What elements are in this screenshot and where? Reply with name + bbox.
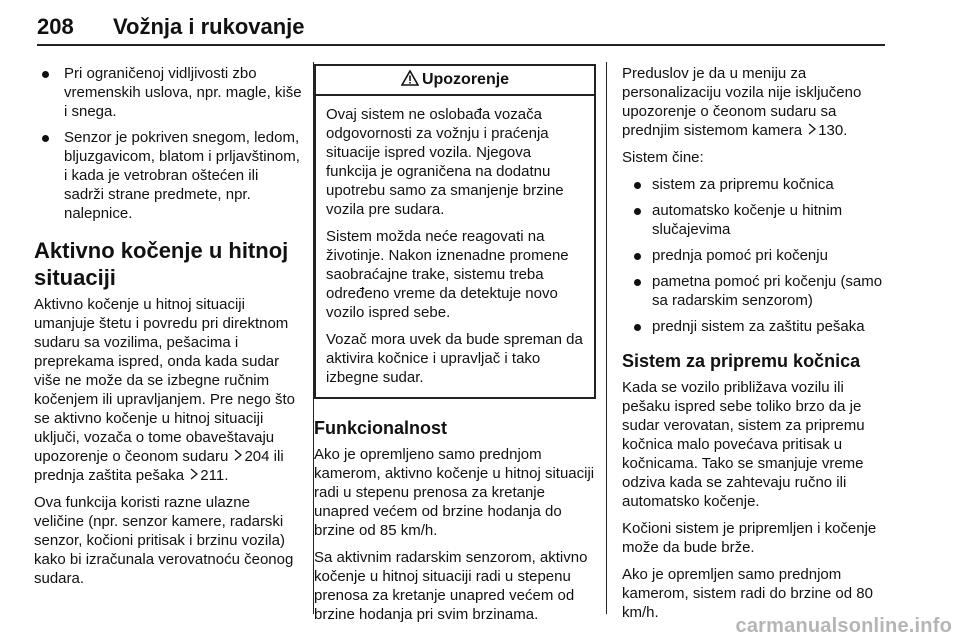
bullet-icon xyxy=(42,135,49,142)
bullet-icon xyxy=(42,71,49,78)
column-right xyxy=(622,64,888,630)
column-left xyxy=(34,64,302,596)
bullet-icon xyxy=(634,279,641,286)
ref-arrow-icon xyxy=(232,447,244,466)
warning-header xyxy=(316,66,594,96)
bullet-icon xyxy=(634,182,641,189)
warning-box xyxy=(314,64,596,399)
section-heading: Aktivno kočenje u hitnoj situaciji xyxy=(34,238,289,290)
bullet-icon xyxy=(634,208,641,215)
paragraph: Ova funkcija koristi razne ulazne veličine (npr. senzor kamere, radarski senzor, kočioni pritisak i brzinu vozila) kako bi izračunala verovatnoću čeonog sudara. xyxy=(34,494,294,587)
ref-arrow-icon xyxy=(806,121,818,140)
paragraph: Kočioni sistem je pripremljen i kočenje može da bude brže. xyxy=(622,520,877,556)
list-item: prednja pomoć pri kočenju xyxy=(622,246,888,265)
warning-paragraph: Sistem možda neće reagovati na životinje. Nakon iznenadne promene saobraćajne trake, sistemu treba određeno vreme da detektuje novo vozilo ispred sebe. xyxy=(326,228,569,321)
section-heading: Funkcionalnost xyxy=(314,418,448,438)
list-item: pametna pomoć pri kočenju (samo sa radarskim senzorom) xyxy=(622,272,888,310)
warning-paragraph: Vozač mora uvek da bude spreman da aktivira kočnice i upravljač i tako izbegne sudar. xyxy=(326,331,583,386)
page-reference-link[interactable]: 204 xyxy=(244,448,270,465)
page-number: 208 xyxy=(37,14,74,39)
bullet-icon xyxy=(634,253,641,260)
watermark: carmanualsonline.info xyxy=(735,615,952,637)
paragraph: Ako je opremljen samo prednjom kamerom, sistem radi do brzine od 80 km/h. xyxy=(622,566,873,621)
list-item: prednji sistem za zaštitu pešaka xyxy=(622,317,888,336)
paragraph: Kada se vozilo približava vozilu ili pešaku ispred sebe toliko brzo da je sudar verovatan, sistem za pripremu kočnica malo povećava pritisak u kočnicama. Tako se smanjuje vreme odziva kada se zahtevaju ručno ili automatsko kočenje. xyxy=(622,379,865,510)
column-middle xyxy=(314,64,596,632)
paragraph: Sistem čine: xyxy=(622,149,704,166)
bullet-list xyxy=(622,175,888,336)
ref-arrow-icon xyxy=(188,466,200,485)
list-item: Senzor je pokriven snegom, ledom, bljuzgavicom, blatom i prljavštinom, i kada je vetrobran oštećen ili sadrži strane predmete, npr. nalepnice. xyxy=(34,128,302,223)
page-header xyxy=(37,6,885,46)
list-item: sistem za pripremu kočnica xyxy=(622,175,888,194)
list-item: Pri ograničenoj vidljivosti zbo vremenskih uslova, npr. magle, kiše i snega. xyxy=(34,64,302,121)
paragraph: Aktivno kočenje u hitnoj situaciji umanjuje štetu i povredu pri direktnom sudaru sa vozilima, pešacima i preprekama ispred, onda kada sudar više ne može da se izbegne ručnim kočenjem ili upravljanjem. Pre nego što se aktivno kočenje u hitnoj situaciji uključi, vozača o tome obaveštavaju upozorenje o čeonom sudaru 204 ili prednja zaštita pešaka 211. xyxy=(34,296,295,484)
warning-paragraph: Ovaj sistem ne oslobađa vozača odgovornosti za vožnju i praćenja situacije ispred vozila. Njegova funkcija je ograničena na dodatnu upotrebu samo za smanjenje brzine vozila pre sudara. xyxy=(326,106,564,218)
paragraph: Ako je opremljeno samo prednjom kamerom, aktivno kočenje u hitnoj situaciji radi u stepenu prenosa za kretanje unapred većem od brzine hodanja do brzine od 85 km/h. xyxy=(314,446,595,539)
bullet-list xyxy=(34,64,302,223)
section-heading: Sistem za pripremu kočnica xyxy=(622,351,861,371)
page-title: Vožnja i rukovanje xyxy=(113,14,305,39)
list-item: automatsko kočenje u hitnim slučajevima xyxy=(622,201,888,239)
paragraph: Preduslov je da u meniju za personalizaciju vozila nije isključeno upozorenje o čeonom sudaru sa prednjim sistemom kamera 130. xyxy=(622,65,862,139)
bullet-icon xyxy=(634,324,641,331)
page-reference-link[interactable]: 130 xyxy=(818,122,844,139)
warning-body xyxy=(316,96,594,397)
column-divider xyxy=(606,62,607,614)
paragraph: Sa aktivnim radarskim senzorom, aktivno kočenje u hitnoj situaciji radi u stepenu prenosa za kretanje unapred većem od brzine hodanja pri svim brzinama. xyxy=(314,549,588,623)
warning-title: Upozorenje xyxy=(421,71,510,88)
warning-triangle-icon xyxy=(401,70,422,91)
page-reference-link[interactable]: 211 xyxy=(200,467,225,484)
